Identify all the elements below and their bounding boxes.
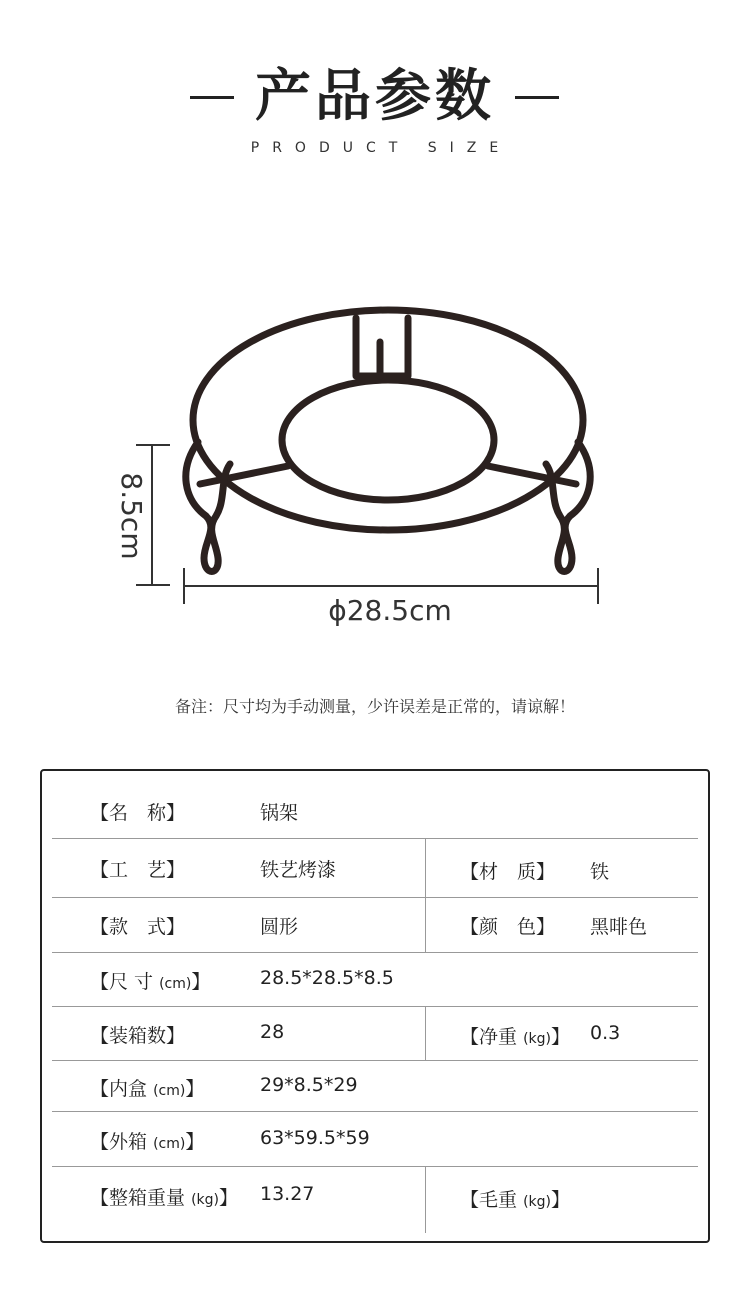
net-weight-label: 【净重 (kg)】 — [460, 1026, 570, 1048]
inner-box-value: 29*8.5*29 — [260, 1074, 358, 1096]
column-divider — [425, 1166, 426, 1233]
inner-box-label: 【内盒 (cm)】 — [90, 1078, 205, 1100]
size-value: 28.5*28.5*8.5 — [260, 967, 394, 989]
color-label: 【颜 色】 — [460, 916, 556, 938]
size-label: 【尺 寸 (cm)】 — [90, 971, 211, 993]
pot-stand-drawing — [186, 310, 590, 572]
spec-row-size — [52, 952, 698, 1007]
pack-value: 28 — [260, 1021, 285, 1043]
spec-row-inner-box — [52, 1060, 698, 1112]
column-divider — [425, 838, 426, 897]
spec-row-pack — [52, 1006, 698, 1061]
page-title: 产品参数 — [255, 64, 495, 129]
measurement-note: 备注：尺寸均为手动测量，少许误差是正常的，请谅解！ — [174, 697, 575, 716]
pack-label: 【装箱数】 — [90, 1025, 186, 1047]
box-weight-label: 【整箱重量 (kg)】 — [90, 1187, 238, 1209]
spec-row-name — [52, 781, 698, 839]
color-value: 黑啡色 — [590, 916, 648, 938]
spec-row-craft — [52, 838, 698, 898]
material-label: 【材 质】 — [460, 861, 556, 883]
column-divider — [425, 897, 426, 952]
name-value: 锅架 — [260, 802, 299, 824]
outer-box-label: 【外箱 (cm)】 — [90, 1131, 205, 1153]
craft-value: 铁艺烤漆 — [260, 859, 337, 881]
gross-weight-label: 【毛重 (kg)】 — [460, 1189, 570, 1211]
name-label: 【名 称】 — [90, 802, 186, 824]
diameter-label: ϕ28.5cm — [328, 594, 452, 627]
craft-label: 【工 艺】 — [90, 859, 186, 881]
spec-table — [40, 769, 710, 1243]
height-label: 8.5cm — [115, 472, 148, 560]
style-value: 圆形 — [260, 916, 299, 938]
material-value: 铁 — [590, 861, 610, 883]
outer-box-value: 63*59.5*59 — [260, 1127, 370, 1149]
net-weight-value: 0.3 — [590, 1022, 621, 1044]
style-label: 【款 式】 — [90, 916, 186, 938]
product-image — [100, 280, 660, 660]
title-dash-right — [515, 96, 559, 99]
spec-row-box-weight — [52, 1166, 698, 1233]
page-subtitle: PRODUCT SIZE — [250, 140, 512, 156]
page-header — [0, 62, 750, 132]
spec-row-style — [52, 897, 698, 953]
box-weight-value: 13.27 — [260, 1183, 315, 1205]
spec-row-outer-box — [52, 1111, 698, 1167]
column-divider — [425, 1006, 426, 1060]
